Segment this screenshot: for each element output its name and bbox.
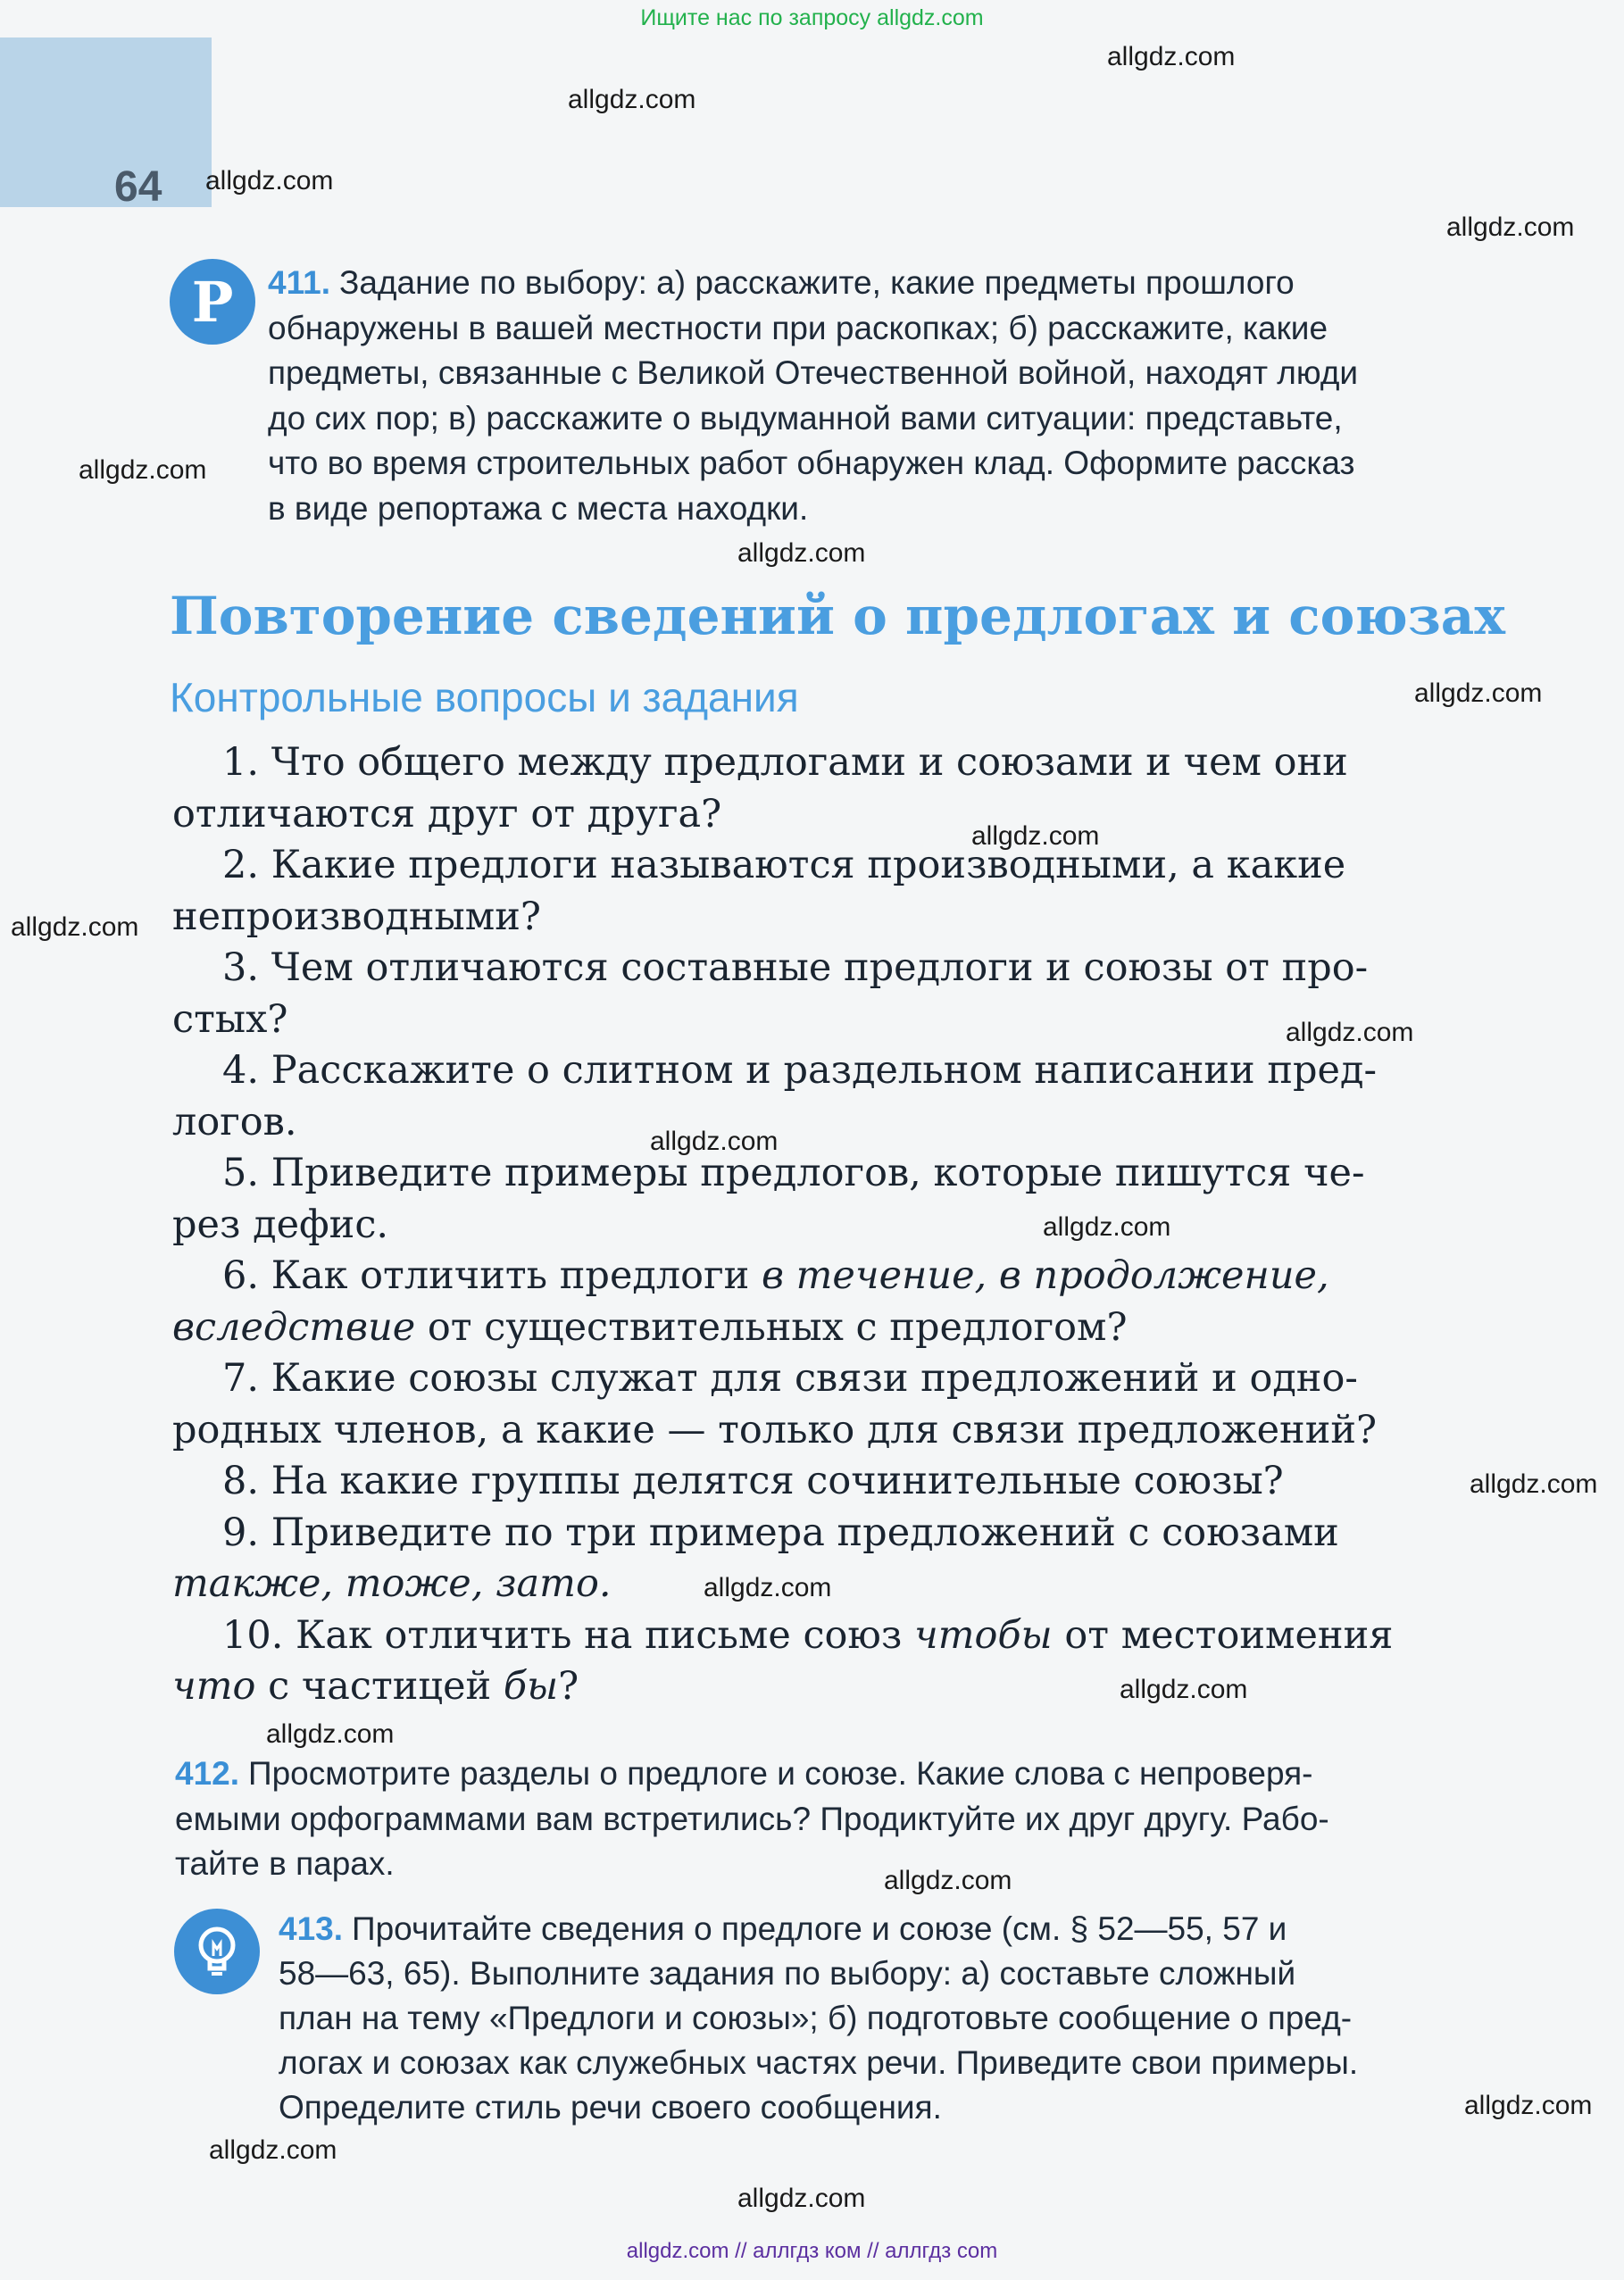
task-line: в виде репортажа с места находки.	[268, 489, 809, 527]
control-questions	[172, 737, 1583, 1713]
watermark: allgdz.com	[1286, 1018, 1414, 1047]
watermark: allgdz.com	[205, 166, 334, 196]
watermark: allgdz.com	[1414, 678, 1543, 708]
question-line: рез дефис.	[172, 1202, 389, 1247]
question-line: также, тоже, зато.	[172, 1561, 612, 1606]
watermark: allgdz.com	[79, 455, 207, 485]
lightbulb-icon	[174, 1909, 260, 1994]
task-line: что во время строительных работ обнаружен клад. Оформите рассказ	[268, 445, 1355, 481]
watermark: allgdz.com	[737, 538, 866, 568]
section-subtitle: Контрольные вопросы и задания	[170, 674, 799, 720]
watermark: allgdz.com	[1470, 1469, 1598, 1499]
speech-badge-icon: Р	[170, 259, 255, 345]
watermark: allgdz.com	[1446, 212, 1575, 242]
watermark: allgdz.com	[650, 1127, 779, 1156]
task-line: 413. Прочитайте сведения о предлоге и союзе (см. § 52—55, 57 и	[279, 1910, 1287, 1947]
task-line: 412. Просмотрите разделы о предлоге и союзе. Какие слова с непроверя-	[175, 1755, 1313, 1792]
task-line: план на тему «Предлоги и союзы»; б) подготовьте сообщение о пред-	[279, 2000, 1353, 2036]
watermark: allgdz.com	[1107, 42, 1236, 71]
task-line: тайте в парах.	[175, 1845, 395, 1882]
task-line: 58—63, 65). Выполните задания по выбору: а) составьте сложный	[279, 1955, 1296, 1992]
task-number: 411.	[268, 264, 330, 301]
question-line: непроизводными?	[172, 894, 541, 939]
question-line: что с частицей бы?	[172, 1664, 579, 1709]
question-line: 1. Что общего между предлогами и союзами и чем они	[222, 740, 1348, 785]
question-line: 6. Как отличить предлоги в течение, в продолжение,	[222, 1253, 1329, 1298]
question-line: 4. Расскажите о слитном и раздельном написании пред-	[222, 1048, 1378, 1093]
question-line: 5. Приведите примеры предлогов, которые пишутся че-	[222, 1151, 1365, 1195]
task-line: до сих пор; в) расскажите о выдуманной вами ситуации: представьте,	[268, 399, 1343, 437]
page-number: 64	[114, 163, 162, 211]
question-line: 9. Приведите по три примера предложений с союзами	[222, 1510, 1339, 1555]
question-line: стых?	[172, 996, 288, 1042]
task-line: логах и союзах как служебных частях речи. Приведите свои примеры.	[279, 2044, 1359, 2081]
top-banner[interactable]: Ищите нас по запросу allgdz.com	[640, 5, 984, 30]
question-line: 2. Какие предлоги называются производными, а какие	[222, 843, 1346, 887]
page-corner-block	[0, 37, 212, 207]
watermark: allgdz.com	[737, 2184, 866, 2213]
watermark: allgdz.com	[971, 821, 1100, 851]
footer-banner[interactable]: allgdz.com // аллгдз ком // аллгдз com	[626, 2239, 998, 2263]
watermark: allgdz.com	[11, 912, 139, 942]
watermark: allgdz.com	[209, 2135, 337, 2165]
question-line: логов.	[172, 1099, 297, 1144]
watermark: allgdz.com	[884, 1866, 1012, 1895]
question-line: 10. Как отличить на письме союз чтобы от местоимения	[222, 1612, 1394, 1658]
watermark: allgdz.com	[1043, 1212, 1171, 1242]
lightbulb-icon	[192, 1924, 242, 1979]
task-line: обнаружены в вашей местности при раскопках; б) расскажите, какие	[268, 309, 1328, 346]
task-number: 412.	[175, 1755, 240, 1792]
watermark: allgdz.com	[1464, 2091, 1593, 2120]
watermark: allgdz.com	[266, 1719, 395, 1749]
watermark: allgdz.com	[704, 1573, 832, 1602]
question-line: отличаются друг от друга?	[172, 791, 722, 836]
question-line: 8. На какие группы делятся сочинительные союзы?	[222, 1459, 1284, 1503]
watermark: allgdz.com	[568, 85, 696, 114]
question-line: вследствие от существительных с предлогом?	[172, 1304, 1128, 1350]
task-411	[268, 261, 1580, 531]
question-line: родных членов, а какие — только для связи предложений?	[172, 1407, 1378, 1452]
task-413	[279, 1907, 1582, 2130]
question-line: 3. Чем отличаются составные предлоги и союзы от про-	[222, 945, 1369, 990]
task-412	[175, 1752, 1586, 1887]
task-line: емыми орфограммами вам встретились? Продиктуйте их друг другу. Рабо-	[175, 1800, 1329, 1837]
task-line: 411. Задание по выбору: а) расскажите, какие предметы прошлого	[268, 264, 1295, 301]
task-number: 413.	[279, 1910, 344, 1947]
question-line: 7. Какие союзы служат для связи предложений и одно-	[222, 1356, 1358, 1401]
task-line: предметы, связанные с Великой Отечественной войной, находят люди	[268, 354, 1359, 391]
section-title: Повторение сведений о предлогах и союзах	[170, 586, 1505, 646]
watermark: allgdz.com	[1120, 1675, 1248, 1704]
task-line: Определите стиль речи своего сообщения.	[279, 2089, 942, 2126]
